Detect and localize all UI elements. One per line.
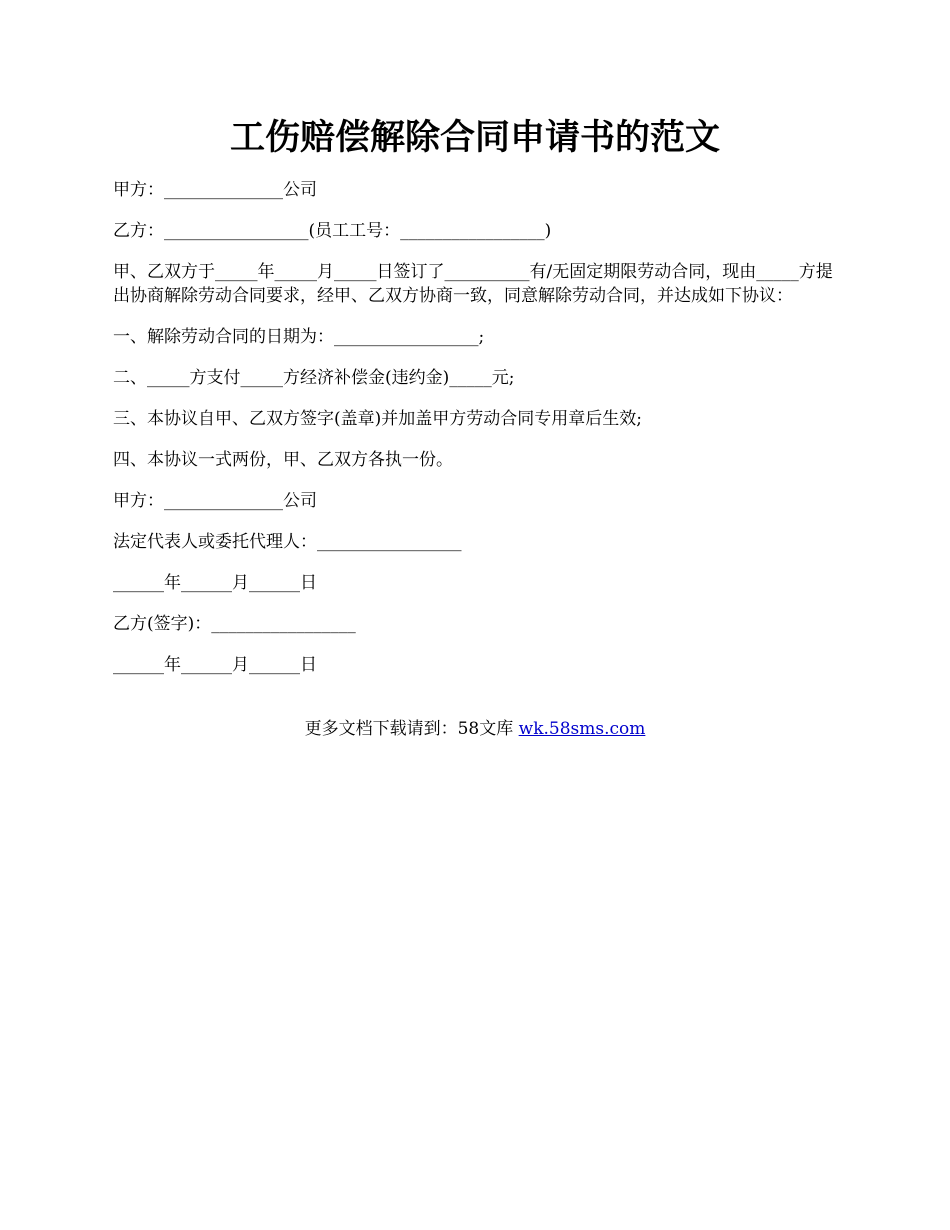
agreement-intro-paragraph: 甲、乙双方于_____年_____月_____日签订了__________有/无固定期限劳动合同，现由_____方提出协商解除劳动合同要求，经甲、乙双方协商一致，同意解除劳动合同，并达成如下协议： (113, 262, 833, 306)
clause-1: 一、解除劳动合同的日期为：_________________; (113, 327, 485, 347)
party-a-line: 甲方：______________公司 (113, 180, 317, 200)
clause-2: 二、_____方支付_____方经济补偿金(违约金)_____元; (113, 368, 515, 388)
document-body (113, 178, 843, 694)
party-a-date-line: ______年______月______日 (113, 573, 317, 593)
party-b-line: 乙方：_________________(员工工号：_________________) (113, 221, 552, 241)
footer-link[interactable]: wk.58sms.com (518, 719, 646, 739)
party-b-signature-line: 乙方(签字)：_________________ (113, 614, 356, 634)
party-a-signature-line: 甲方：______________公司 (113, 491, 317, 511)
document-title: 工伤赔偿解除合同申请书的范文 (229, 117, 720, 158)
footer-text: 更多文档下载请到：58文库 (304, 719, 519, 739)
legal-representative-line: 法定代表人或委托代理人：_________________ (113, 532, 462, 552)
download-footer (0, 717, 950, 741)
clause-3: 三、本协议自甲、乙双方签字(盖章)并加盖甲方劳动合同专用章后生效; (113, 409, 642, 429)
party-b-date-line: ______年______月______日 (113, 655, 317, 675)
clause-4: 四、本协议一式两份，甲、乙双方各执一份。 (113, 450, 453, 470)
